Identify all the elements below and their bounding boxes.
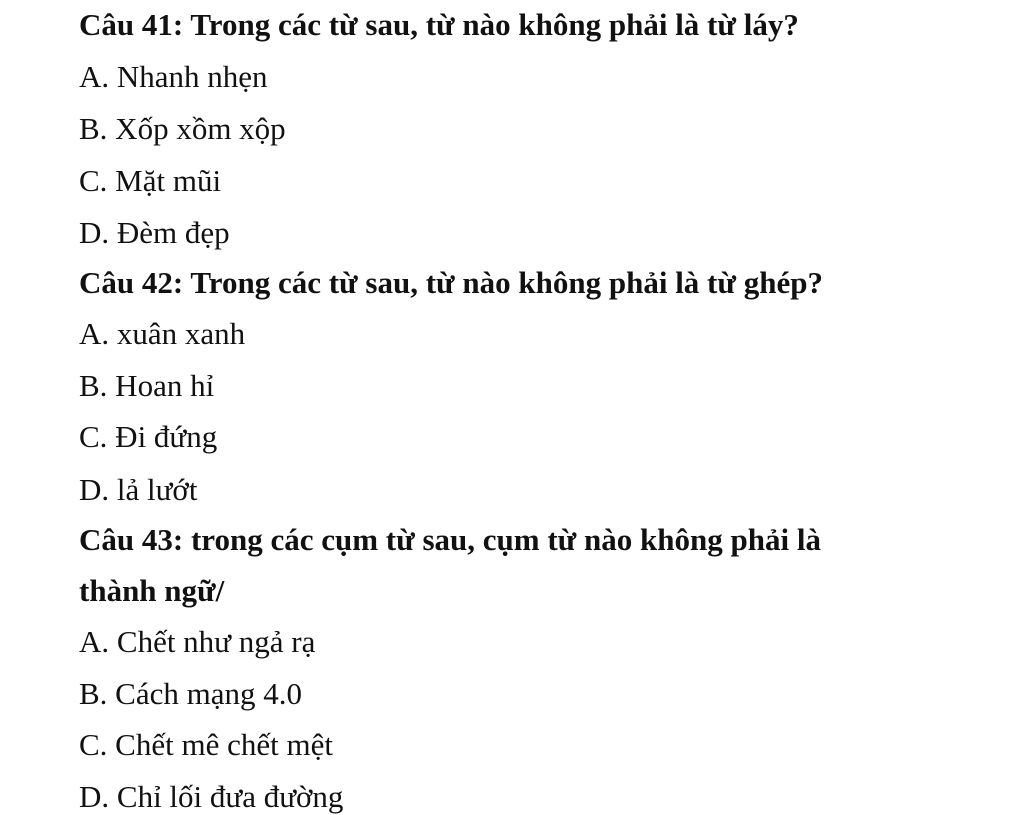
question-43-option-c: C. Chết mê chết mệt <box>79 727 333 762</box>
question-43-option-d: D. Chỉ lối đưa đường <box>79 779 344 814</box>
question-41-option-c: C. Mặt mũi <box>79 163 222 198</box>
question-42-option-a: A. xuân xanh <box>79 316 246 351</box>
question-43-option-a: A. Chết như ngả rạ <box>79 624 316 659</box>
question-42-title: Câu 42: Trong các từ sau, từ nào không phải là từ ghép? <box>79 265 823 300</box>
question-41-option-d: D. Đèm đẹp <box>79 215 230 250</box>
question-41-option-a: A. Nhanh nhẹn <box>79 59 268 94</box>
question-42-option-b: B. Hoan hỉ <box>79 368 215 403</box>
question-41-option-b: B. Xốp xồm xộp <box>79 111 286 146</box>
question-43-option-b: B. Cách mạng 4.0 <box>79 676 302 711</box>
question-43-title-line2: thành ngữ/ <box>79 573 225 608</box>
question-42-option-c: C. Đi đứng <box>79 419 218 454</box>
question-42-option-d: D. lả lướt <box>79 472 198 507</box>
question-41-title: Câu 41: Trong các từ sau, từ nào không phải là từ láy? <box>79 7 799 42</box>
question-43-title-line1: Câu 43: trong các cụm từ sau, cụm từ nào không phải là <box>79 522 821 557</box>
